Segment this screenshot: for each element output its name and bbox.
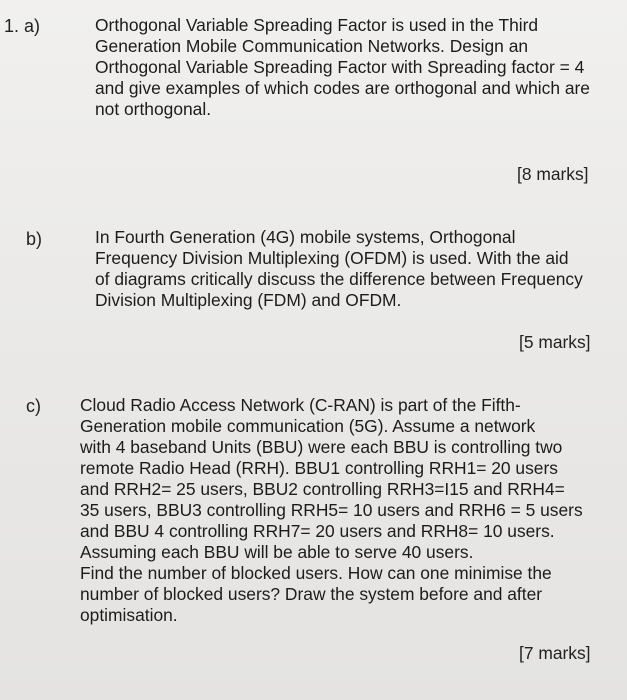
question-b-text xyxy=(95,227,583,311)
question-c-line: 35 users, BBU3 controlling RRH5= 10 users and RRH6 = 5 users xyxy=(80,500,583,520)
question-c-line: number of blocked users? Draw the system before and after xyxy=(80,584,543,604)
question-c-line: Cloud Radio Access Network (C-RAN) is part of the Fifth- xyxy=(80,395,521,415)
question-c-line: and BBU 4 controlling RRH7= 20 users and RRH8= 10 users. xyxy=(80,521,555,541)
question-b-label: b) xyxy=(26,229,43,249)
question-b-line: Frequency Division Multiplexing (OFDM) is used. With the aid xyxy=(95,248,569,268)
question-a-line: Orthogonal Variable Spreading Factor is used in the Third xyxy=(95,15,539,35)
question-a-text xyxy=(95,15,590,120)
question-a-line: Generation Mobile Communication Networks. Design an xyxy=(95,36,529,56)
question-b-marks: [5 marks] xyxy=(519,332,591,352)
question-c-line: Find the number of blocked users. How can one minimise the xyxy=(80,563,552,583)
question-c-line: Generation mobile communication (5G). Assume a network xyxy=(80,416,536,436)
question-b-line: In Fourth Generation (4G) mobile systems, Orthogonal xyxy=(95,227,516,247)
question-c-line: with 4 baseband Units (BBU) were each BBU is controlling two xyxy=(80,437,563,457)
question-c-text xyxy=(80,395,583,626)
question-c-line: Assuming each BBU will be able to serve 40 users. xyxy=(80,542,474,562)
question-c-line: and RRH2= 25 users, BBU2 controlling RRH3=I15 and RRH4= xyxy=(80,479,565,499)
question-a-line: Orthogonal Variable Spreading Factor with Spreading factor = 4 xyxy=(95,57,585,77)
question-c-line: remote Radio Head (RRH). BBU1 controlling RRH1= 20 users xyxy=(80,458,558,478)
question-a-label: 1. a) xyxy=(4,16,41,36)
question-a-line: and give examples of which codes are orthogonal and which are xyxy=(95,78,590,98)
question-c-label: c) xyxy=(26,396,41,416)
question-a-line: not orthogonal. xyxy=(95,99,212,119)
question-a-marks: [8 marks] xyxy=(517,164,589,184)
question-c-marks: [7 marks] xyxy=(519,643,591,663)
question-c-line: optimisation. xyxy=(80,605,178,625)
question-b-line: Division Multiplexing (FDM) and OFDM. xyxy=(95,290,402,310)
question-b-line: of diagrams critically discuss the difference between Frequency xyxy=(95,269,583,289)
